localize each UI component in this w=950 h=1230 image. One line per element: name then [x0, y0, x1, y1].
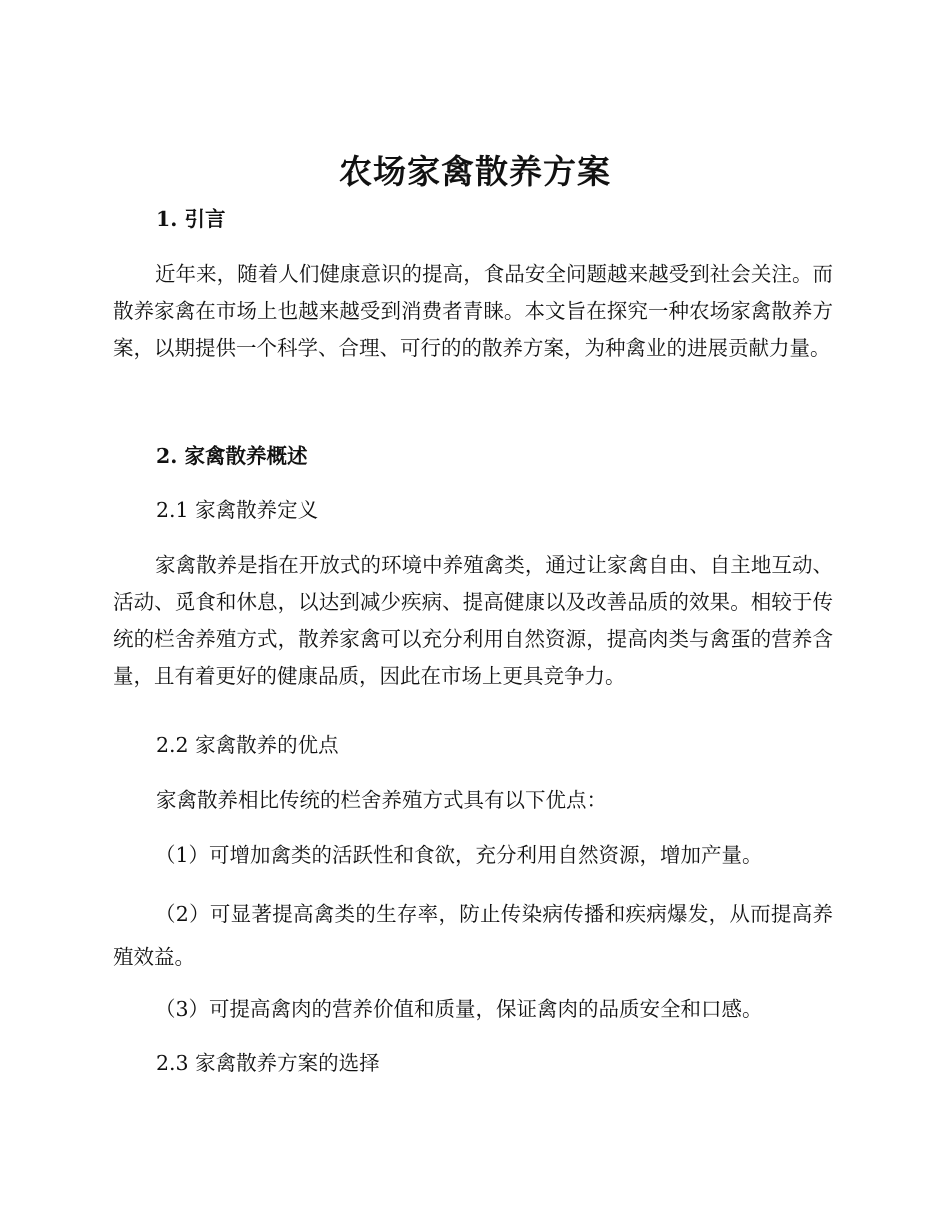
- section-1-paragraph: 近年来，随着人们健康意识的提高，食品安全问题越来越受到社会关注。而散养家禽在市场上也越来越受到消费者青睐。本文旨在探究一种农场家禽散养方案，以期提供一个科学、合理、可行的的散养方案，为种禽业的进展贡献力量。: [113, 262, 833, 360]
- section-2-1-heading: 2.1 家禽散养定义: [156, 498, 319, 522]
- advantage-item-2: （2）可显著提高禽类的生存率，防止传染病传播和疾病爆发，从而提高养殖效益。: [113, 902, 833, 969]
- advantage-item-1: （1）可增加禽类的活跃性和食欲，充分利用自然资源，增加产量。: [155, 843, 763, 867]
- section-2-1-paragraph: 家禽散养是指在开放式的环境中养殖禽类，通过让家禽自由、自主地互动、活动、觅食和休息，以达到减少疾病、提高健康以及改善品质的效果。相较于传统的栏舍养殖方式，散养家禽可以充分利用自然资源，提高肉类与禽蛋的营养含量，且有着更好的健康品质，因此在市场上更具竞争力。: [113, 553, 833, 688]
- advantage-item-3: （3）可提高禽肉的营养价值和质量，保证禽肉的品质安全和口感。: [155, 997, 763, 1021]
- section-2-2-intro: 家禽散养相比传统的栏舍养殖方式具有以下优点：: [156, 788, 607, 812]
- section-2-3-heading: 2.3 家禽散养方案的选择: [156, 1051, 380, 1075]
- document-title: 农场家禽散养方案: [339, 152, 611, 191]
- section-2-2-heading: 2.2 家禽散养的优点: [156, 733, 339, 757]
- section-2-heading: 2. 家禽散养概述: [156, 444, 308, 468]
- section-1-heading: 1. 引言: [156, 207, 226, 231]
